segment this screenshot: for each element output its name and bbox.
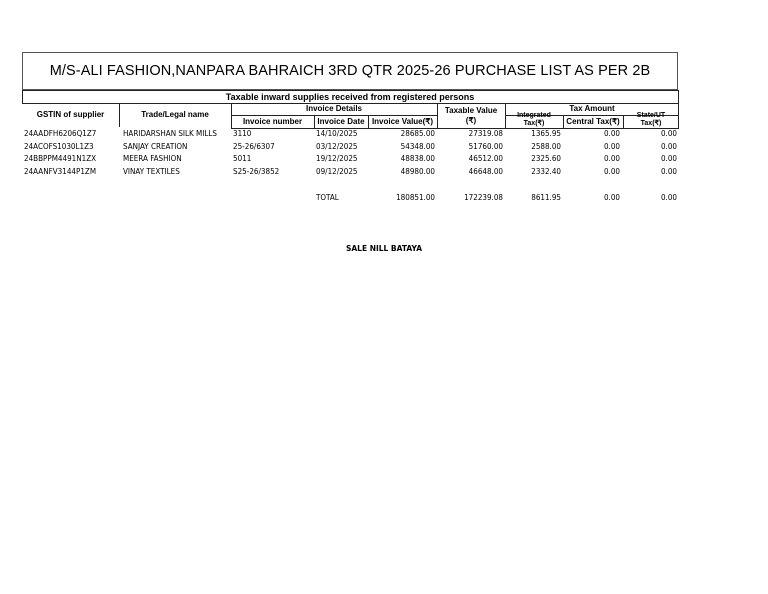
- total-central-tax: 0.00: [603, 193, 620, 202]
- row3-trade-name: MEERA FASHION: [123, 154, 182, 163]
- row3-gstin: 24BBPPM4491N1ZX: [24, 154, 97, 163]
- row3-state-ut-tax: 0.00: [660, 154, 677, 163]
- row3-taxable-value: 46512.00: [468, 154, 503, 163]
- row4-invoice-date: 09/12/2025: [316, 167, 358, 176]
- row2-gstin: 24ACOFS1030L1Z3: [24, 142, 94, 151]
- row4-central-tax: 0.00: [603, 167, 620, 176]
- row4-trade-name: VINAY TEXTILES: [123, 167, 180, 176]
- header-gstin: GSTIN of supplier: [36, 110, 105, 119]
- header-taxable-value-unit: (₹): [465, 116, 477, 125]
- total-taxable-value: 172239.08: [464, 193, 503, 202]
- row2-invoice-date: 03/12/2025: [316, 142, 358, 151]
- row1-integrated-tax: 1365.95: [531, 129, 561, 138]
- header-invoice-value: Invoice Value(₹): [371, 117, 434, 126]
- row2-invoice-value: 54348.00: [400, 142, 435, 151]
- row1-gstin: 24AADFH6206Q1Z7: [24, 129, 97, 138]
- row2-trade-name: SANJAY CREATION: [123, 142, 188, 151]
- col-divider-cgst: [623, 115, 624, 128]
- header-top-rule: [22, 90, 679, 91]
- row2-central-tax: 0.00: [603, 142, 620, 151]
- row2-taxable-value: 51760.00: [468, 142, 503, 151]
- row1-taxable-value: 27319.08: [468, 129, 503, 138]
- header-state-ut-tax: State/UT Tax(₹): [636, 112, 666, 127]
- row2-invoice-number: 25-26/6307: [233, 142, 275, 151]
- row3-central-tax: 0.00: [603, 154, 620, 163]
- row4-state-ut-tax: 0.00: [660, 167, 677, 176]
- header-trade-name: Trade/Legal name: [141, 110, 209, 119]
- row1-state-ut-tax: 0.00: [660, 129, 677, 138]
- header-invoice-date: Invoice Date: [317, 117, 365, 126]
- report-title-box: [22, 52, 678, 90]
- row3-invoice-value: 48838.00: [400, 154, 435, 163]
- row3-invoice-date: 19/12/2025: [316, 154, 358, 163]
- row1-trade-name: HARIDARSHAN SILK MILLS: [123, 129, 217, 138]
- row2-state-ut-tax: 0.00: [660, 142, 677, 151]
- header-taxable-value: Taxable Value: [444, 106, 498, 115]
- total-integrated-tax: 8611.95: [531, 193, 561, 202]
- header-invoice-number: Invoice number: [242, 117, 303, 126]
- row1-invoice-number: 3110: [233, 129, 252, 138]
- row4-invoice-number: S25-26/3852: [233, 167, 280, 176]
- header-central-tax: Central Tax(₹): [566, 117, 620, 126]
- header-integrated-tax: Integrated Tax(₹): [517, 112, 551, 127]
- header-invoice-details: Invoice Details: [305, 104, 363, 113]
- row1-invoice-value: 28685.00: [400, 129, 435, 138]
- row4-taxable-value: 46648.00: [468, 167, 503, 176]
- row1-central-tax: 0.00: [603, 129, 620, 138]
- row3-invoice-number: 5011: [233, 154, 252, 163]
- total-label: TOTAL: [316, 193, 339, 202]
- row3-integrated-tax: 2325.60: [531, 154, 561, 163]
- total-state-ut-tax: 0.00: [660, 193, 677, 202]
- report-title: M/S-ALI FASHION,NANPARA BAHRAICH 3RD QTR 2025-26 PURCHASE LIST AS PER 2B: [49, 63, 651, 79]
- total-invoice-value: 180851.00: [396, 193, 435, 202]
- row4-invoice-value: 48980.00: [400, 167, 435, 176]
- row2-integrated-tax: 2588.00: [531, 142, 561, 151]
- sale-note: SALE NILL BATAYA: [345, 244, 423, 253]
- row1-invoice-date: 14/10/2025: [316, 129, 358, 138]
- row4-gstin: 24AANFV3144P1ZM: [24, 167, 97, 176]
- header-tax-amount: Tax Amount: [569, 104, 615, 113]
- invoice-subheader-rule: [231, 115, 437, 116]
- section-header: Taxable inward supplies received from registered persons: [225, 92, 475, 102]
- row4-integrated-tax: 2332.40: [531, 167, 561, 176]
